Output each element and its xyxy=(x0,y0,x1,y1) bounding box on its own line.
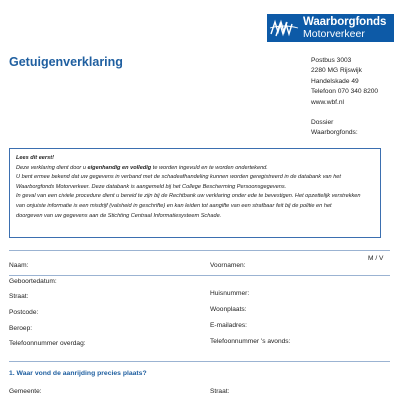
woonplaats-field[interactable]: Woonplaats: xyxy=(210,306,247,313)
logo-line-2: Motorverkeer xyxy=(303,28,365,40)
address-line: Postbus 3003 xyxy=(311,57,352,64)
dossier-waarborgfonds-label: Waarborgfonds: xyxy=(311,129,358,137)
naam-field[interactable]: Naam: xyxy=(9,262,29,269)
form-rule xyxy=(9,275,390,276)
waarborgfonds-logo xyxy=(267,14,394,42)
notice-line: U bent ermee bekend dat uw gegevens in verband met de schadeafhandeling kunnen worden geregistreerd in de databank van het xyxy=(16,174,341,181)
beroep-field[interactable]: Beroep: xyxy=(9,325,33,332)
gemeente-field[interactable]: Gemeente: xyxy=(9,388,42,395)
dossier-block xyxy=(311,118,358,139)
geboortedatum-field[interactable]: Geboortedatum: xyxy=(9,278,57,285)
notice-line: doorgeven van uw gegevens aan de Stichting Centraal Informatiesysteem Schade. xyxy=(16,212,222,219)
notice-line: Waarborgfonds Motorverkeer. Deze databank is aangemeld bij het College Bescherming Persoonsgegevens. xyxy=(16,183,287,190)
notice-box xyxy=(9,148,381,238)
address-block xyxy=(311,56,378,108)
website-link[interactable]: www.wbf.nl xyxy=(311,98,344,106)
accident-straat-field[interactable]: Straat: xyxy=(210,388,230,395)
page-title: Getuigenverklaring xyxy=(9,55,123,69)
emailadres-field[interactable]: E-mailadres: xyxy=(210,322,248,329)
notice-heading: Lees dit eerst! xyxy=(16,155,54,161)
telefoon-overdag-field[interactable]: Telefoonnummer overdag: xyxy=(9,340,86,347)
notice-line xyxy=(16,164,374,174)
huisnummer-field[interactable]: Huisnummer: xyxy=(210,290,250,297)
dossier-label: Dossier xyxy=(311,119,334,126)
voornamen-field[interactable]: Voornamen: xyxy=(210,262,246,269)
gender-select[interactable]: M / V xyxy=(368,255,384,262)
notice-text: te worden ingevuld en te worden ondertekend. xyxy=(151,164,268,171)
notice-text: Deze verklaring dient door u xyxy=(16,164,88,171)
address-line: Handelskade 49 xyxy=(311,77,359,85)
postcode-field[interactable]: Postcode: xyxy=(9,309,39,316)
logo-mark-icon xyxy=(267,14,301,42)
form-rule xyxy=(9,361,390,362)
straat-field[interactable]: Straat: xyxy=(9,293,29,300)
notice-emphasis: eigenhandig en volledig xyxy=(87,164,152,171)
address-line: Telefoon 070 340 8200 xyxy=(311,88,379,96)
form-rule xyxy=(9,250,390,251)
address-line: 2280 MG Rijswijk xyxy=(311,67,362,75)
logo-line-1: Waarborgfonds xyxy=(303,15,387,28)
telefoon-avonds-field[interactable]: Telefoonnummer 's avonds: xyxy=(210,338,291,345)
section-1-title: 1. Waar vond de aanrijding precies plaats? xyxy=(9,370,147,377)
notice-line: In geval van een civiele procedure dient u bereid te zijn bij de Rechtbank uw verklaring onder ede te bevestigen. Het opzettelijk verstrekken xyxy=(16,193,361,200)
notice-line: van onjuiste informatie is een misdrijf (valsheid in geschrifte) en kan leiden tot aangifte van een strafbaar feit bij de politie en het xyxy=(16,202,332,209)
